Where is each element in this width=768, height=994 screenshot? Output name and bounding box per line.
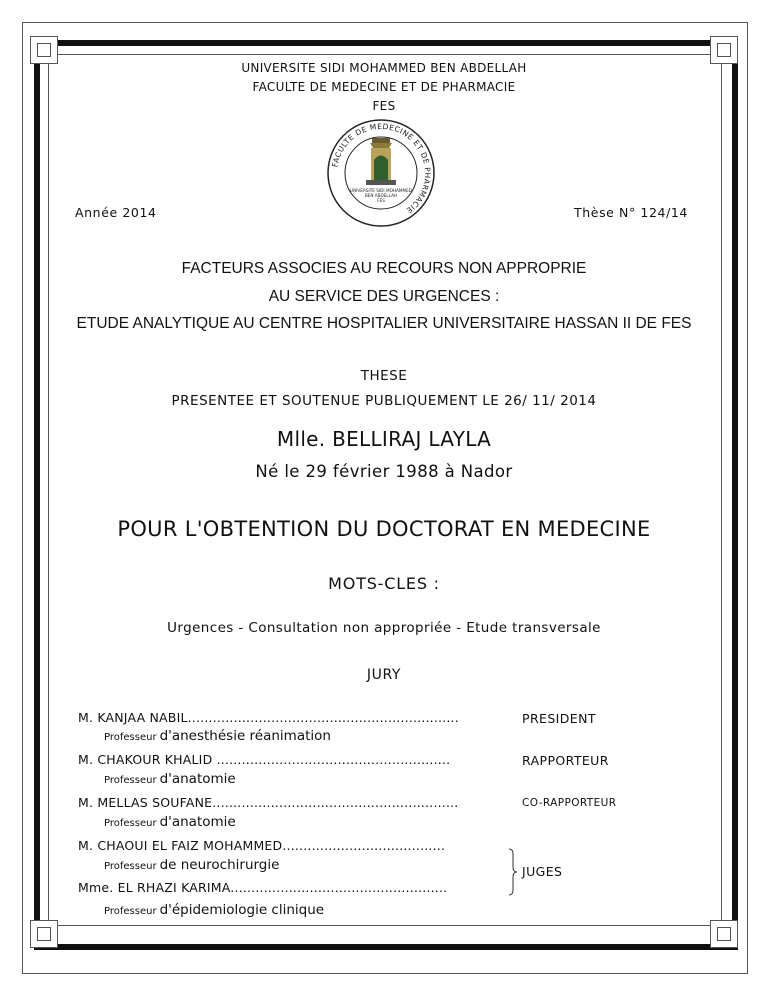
keywords-text: Urgences - Consultation non appropriée - Etude transversale [167, 620, 601, 636]
author-birth: Né le 29 février 1988 à Nador [255, 462, 513, 481]
these-label: THESE [360, 368, 408, 384]
faculty-seal-icon [326, 118, 436, 228]
jury-member-role: PRESIDENT [522, 711, 596, 726]
jury-member-title: Professeur de neurochirurgie [104, 857, 280, 873]
jury-member-name: M. MELLAS SOUFANE........................................................... [78, 795, 459, 810]
juges-label: JUGES [522, 864, 563, 879]
city-name: FES [372, 99, 396, 113]
jury-member-role: CO-RAPPORTEUR [522, 797, 617, 809]
university-name: UNIVERSITE SIDI MOHAMMED BEN ABDELLAH [241, 61, 527, 75]
seal-ring-text: FACULTE DE MEDECINE ET DE PHARMACIE [330, 121, 433, 216]
jury-member-name: Mme. EL RHAZI KARIMA.................................................... [78, 880, 448, 895]
jury-heading: JURY [366, 667, 402, 683]
jury-member-title: Professeur d'anesthésie réanimation [104, 728, 331, 744]
thesis-title-line: FACTEURS ASSOCIES AU RECOURS NON APPROPRIE [181, 260, 587, 277]
keywords-label: MOTS-CLES : [328, 574, 440, 593]
jury-member-name: M. CHAKOUR KHALID ........................................................ [78, 752, 451, 767]
defense-date: PRESENTEE ET SOUTENUE PUBLIQUEMENT LE 26/ 11/ 2014 [171, 393, 597, 409]
thesis-year: Année 2014 [75, 205, 157, 220]
jury-member-role: RAPPORTEUR [522, 753, 609, 768]
author-name: Mlle. BELLIRAJ LAYLA [276, 427, 492, 451]
juges-brace [508, 848, 518, 896]
seal-inner-line: UNIVERSITE SIDI MOHAMMED [350, 188, 412, 193]
degree-purpose: POUR L'OBTENTION DU DOCTORAT EN MEDECINE [117, 517, 651, 541]
jury-member-title: Professeur d'anatomie [104, 814, 236, 830]
seal-inner-line: FES [377, 198, 385, 203]
thesis-number: Thèse N° 124/14 [574, 205, 688, 220]
seal-inner-line: BEN ABDELLAH [364, 193, 398, 198]
thesis-title-line: ETUDE ANALYTIQUE AU CENTRE HOSPITALIER UNIVERSITAIRE HASSAN II DE FES [76, 315, 692, 332]
faculty-name: FACULTE DE MEDECINE ET DE PHARMACIE [252, 80, 516, 94]
jury-member-name: M. CHAOUI EL FAIZ MOHAMMED....................................... [78, 838, 446, 853]
corner-ornament [710, 920, 738, 948]
thesis-title-line: AU SERVICE DES URGENCES : [268, 288, 500, 305]
jury-member-name: M. KANJAA NABIL................................................................. [78, 710, 459, 725]
corner-ornament [30, 920, 58, 948]
jury-member-title: Professeur d'épidemiologie clinique [104, 902, 325, 918]
jury-member-title: Professeur d'anatomie [104, 771, 236, 787]
